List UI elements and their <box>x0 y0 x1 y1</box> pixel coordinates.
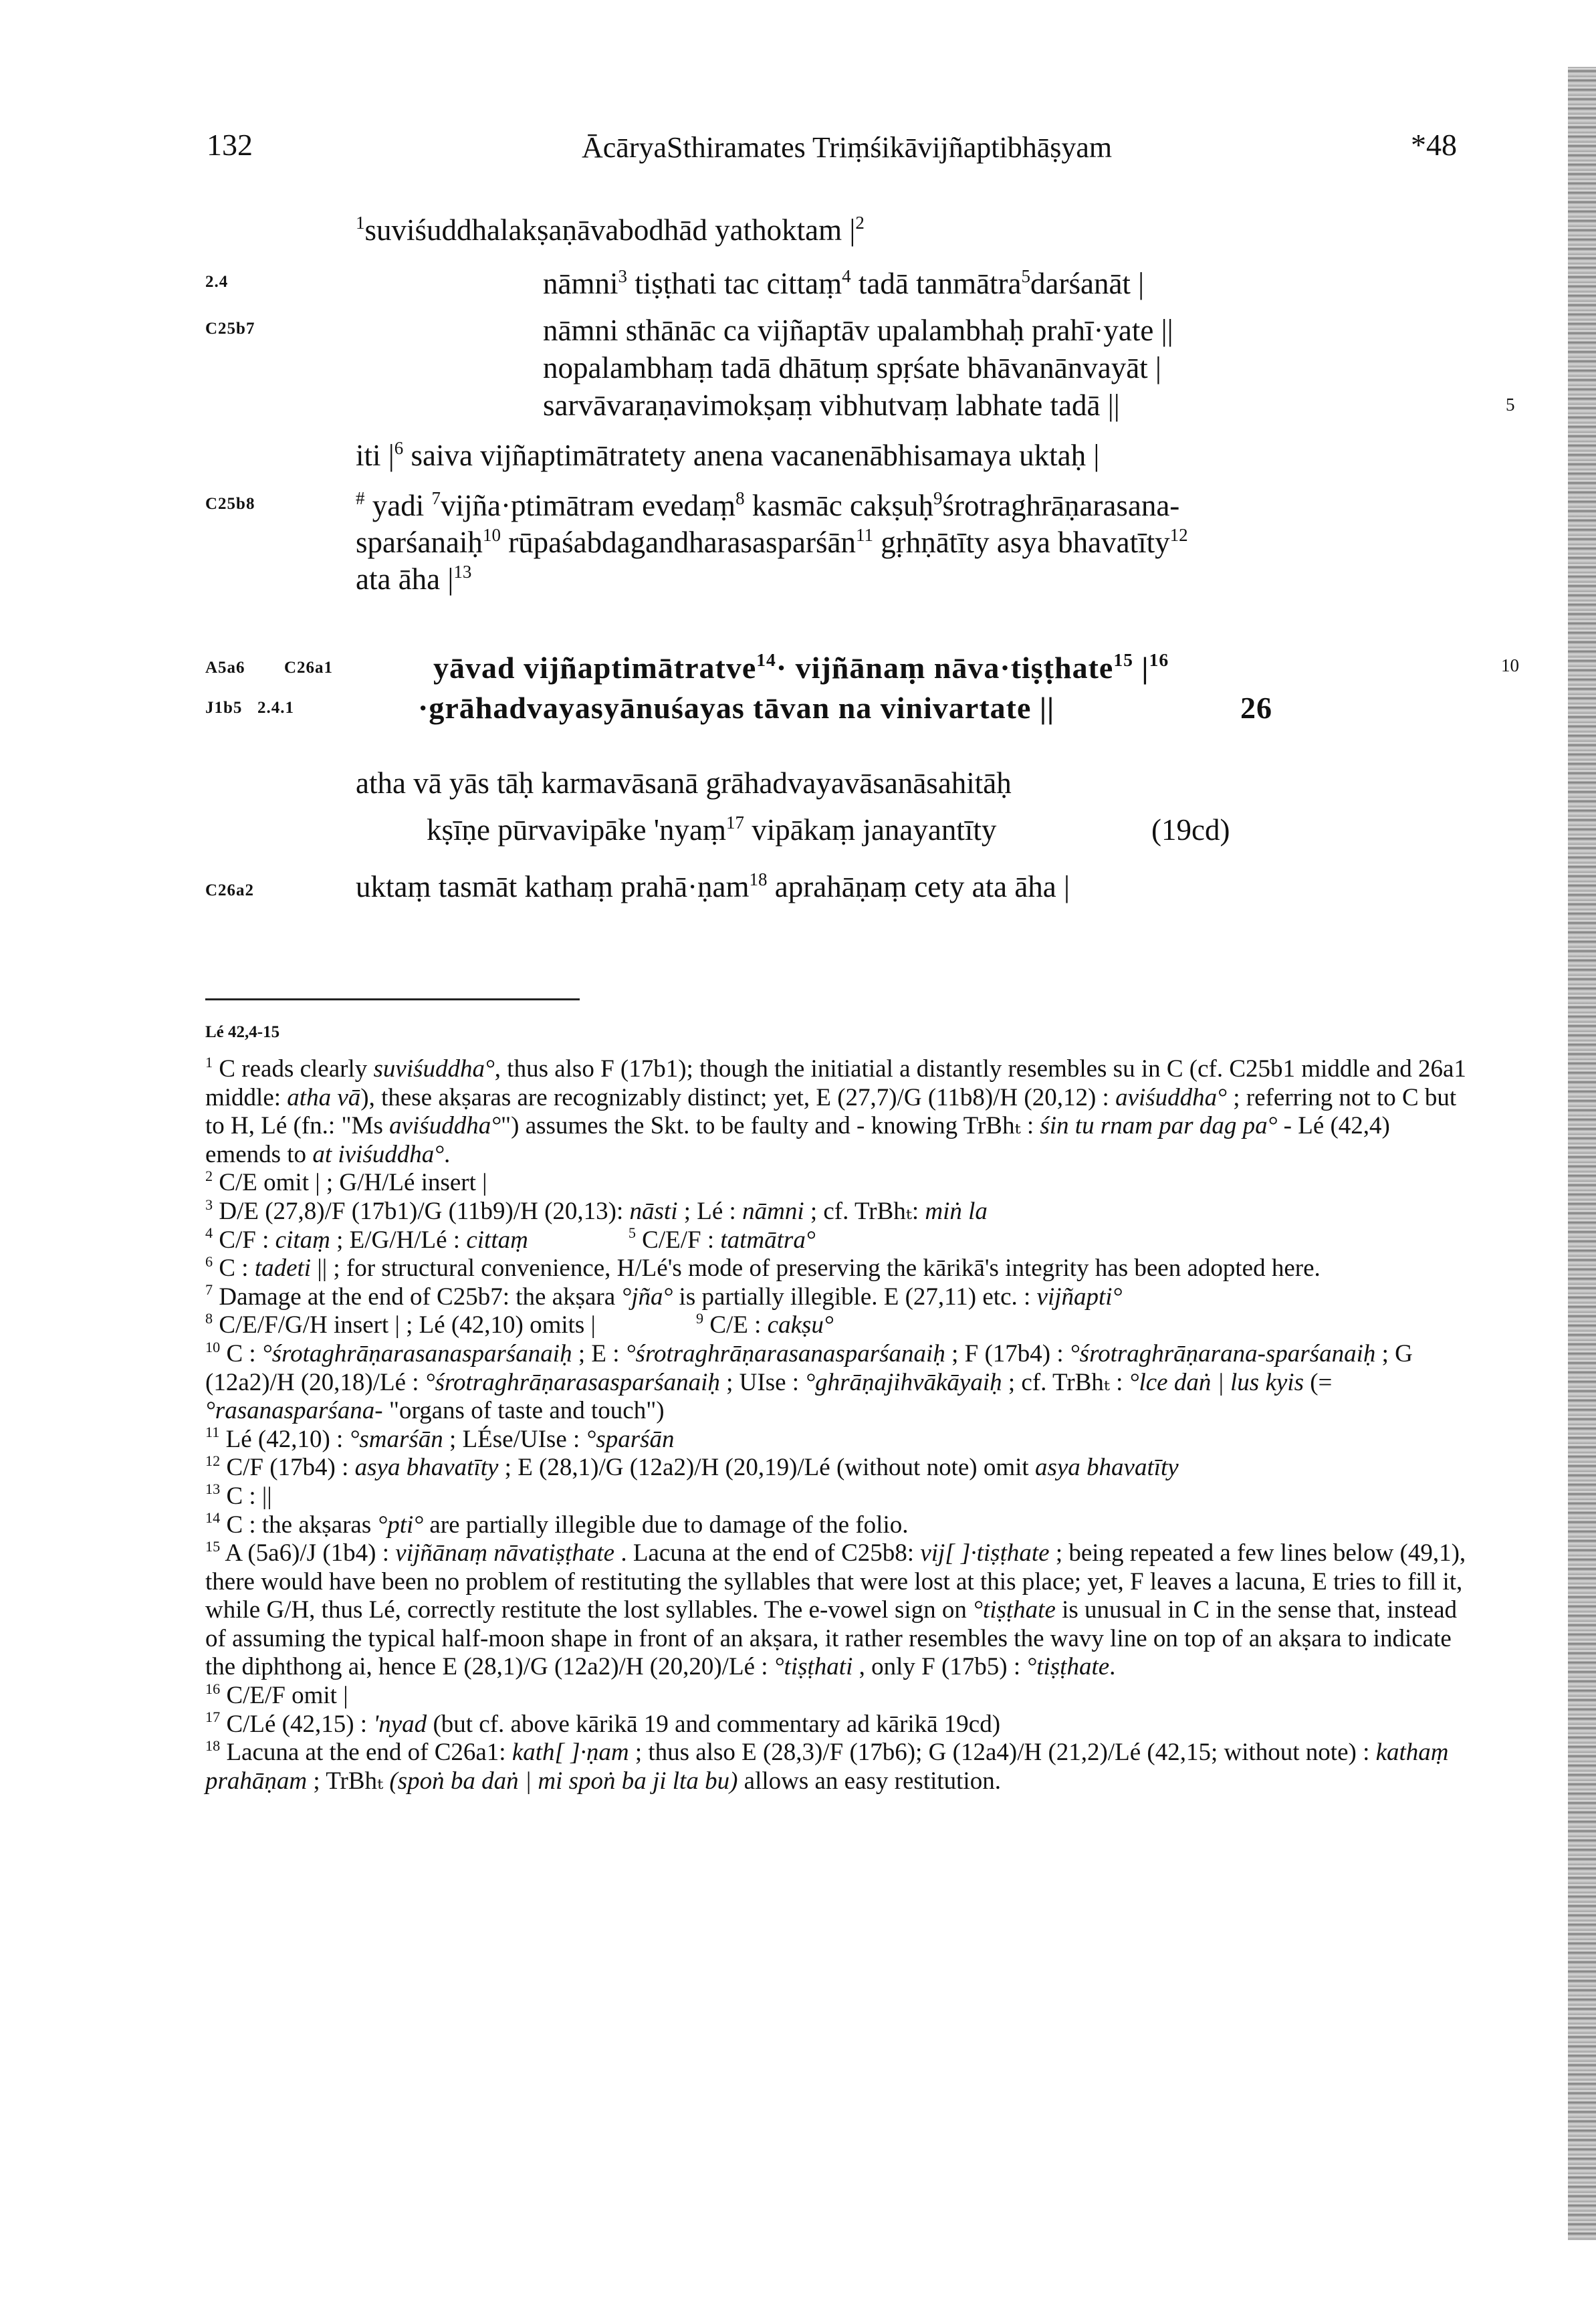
footnote-3: $^3$ D/E (27,8)/F (17b1)/G (11b9)/H (20,13): nāsti ; Lé : nāmni ; cf. TrBhₜ: miṅ la <box>205 1196 988 1225</box>
footnote-13: $^{13}$ C : || <box>205 1480 272 1510</box>
text-line-ksine: kṣīṇe pūrvavipāke 'nyaṃ$^{17}$ vipākaṃ janayantīty <box>427 812 997 847</box>
footnote-number: 2 <box>205 1167 213 1184</box>
karika-number: 26 <box>1240 691 1272 725</box>
scan-edge <box>1568 67 1596 2240</box>
margin-ref-c26a1: C26a1 <box>284 659 334 677</box>
footnote-number: 8 <box>205 1309 213 1327</box>
footnote-4: $^4$ C/F : citaṃ ; E/G/H/Lé : cittaṃ $^5$ C/E/F : tatmātra° <box>205 1224 816 1254</box>
footnote-10: $^{10}$ C : °śrotaghrāṇarasanasparśanaiḥ ; E : °śrotraghrāṇarasanasparśanaiḥ ; F (17b4) : °śrotraghrāṇarana-sparśanaiḥ ; G (12a2)/H (20,18)/Lé : °śrotraghrāṇarasasparśanaiḥ ; UIse : °ghrāṇajihvākāyaiḥ ; cf. TrBhₜ : °lce daṅ | lus kyis (= °rasanasparśana- "organs of taste and touch") <box>205 1338 1413 1425</box>
margin-ref-2-4-1: 2.4.1 <box>257 699 294 717</box>
footnote-7: $^7$ Damage at the end of C25b7: the akṣara °jña° is partially illegible. E (27,11) etc. : vijñapti° <box>205 1281 1123 1311</box>
line-number-5: 5 <box>1506 395 1515 415</box>
page-number: 132 <box>207 128 253 162</box>
verse-line-1: nāmni$^3$ tiṣṭhati tac cittaṃ$^4$ tadā tanmātra$^5$darśanāt | <box>543 265 1145 300</box>
footnote-15: $^{15}$ A (5a6)/J (1b4) : vijñānaṃ nāvatiṣṭhate . Lacuna at the end of C25b8: vij[ ]·tiṣṭhate ; being repeated a few lines below (49,1), there would have been no problem of restituting the syllables that were lost at this place; yet, F leaves a lacuna, E tries to fill it, while G/H, thus Lé, correctly restitute the lost syllables. The e-vowel sign on °tiṣṭhate is unusual in C in the sense that, instead of assuming the typical half-moon shape in front of an akṣara, it rather resembles the wavy line on top of an akṣara to indicate the diphthong ai, hence E (28,1)/G (12a2)/H (20,20)/Lé : °tiṣṭhati , only F (17b5) : °tiṣṭhate. <box>205 1537 1466 1681</box>
footnote-8: $^8$ C/E/F/G/H insert | ; Lé (42,10) omits | $^9$ C/E : cakṣu° <box>205 1309 834 1339</box>
footnote-number: 6 <box>205 1252 213 1270</box>
footnote-number: 16 <box>205 1680 221 1697</box>
text-line-yadi: # yadi $^7$vijña·ptimātram evedaṃ$^8$ kasmāc cakṣuḥ$^9$śrotraghrāṇarasana- <box>356 487 1180 522</box>
footnote-17: $^{17}$ C/Lé (42,15) : 'nyad (but cf. above kārikā 19 and commentary ad kārikā 19cd) <box>205 1709 1001 1738</box>
footnote-14: $^{14}$ C : the akṣaras °pti° are partially illegible due to damage of the folio. <box>205 1509 909 1539</box>
footnote-number: 4 <box>205 1224 213 1242</box>
footnote-number: 7 <box>205 1281 213 1299</box>
footnote-number: 15 <box>205 1537 221 1555</box>
text-line-uktam: uktaṃ tasmāt kathaṃ prahā·ṇam$^{18}$ aprahāṇaṃ cety ata āha | <box>356 869 1070 903</box>
footnote-11: $^{11}$ Lé (42,10) : °smarśān ; LÉse/UIse : °sparśān <box>205 1424 675 1453</box>
text-line-iti: iti $|^6$ saiva vijñaptimātratety anena vacanenābhisamaya uktaḥ | <box>356 437 1100 472</box>
karika-26-line-2: ·grāhadvayasyānuśayas tāvan na vinivartate || <box>418 691 1055 725</box>
footnotes <box>205 1055 1469 1795</box>
verse-line-2: nāmni sthānāc ca vijñaptāv upalambhaḥ prahī·yate || <box>543 314 1173 347</box>
footnote-16: $^{16}$ C/E/F omit | <box>205 1680 348 1710</box>
verse-line-3: nopalambhaṃ tadā dhātuṃ spṛśate bhāvanānvayāt | <box>543 351 1161 385</box>
margin-ref-j1b5: J1b5 <box>205 699 243 717</box>
footnote-rule <box>205 998 580 1000</box>
margin-ref-2-4: 2.4 <box>205 273 229 291</box>
text-line-sparsanaih: sparśanaiḥ$^{10}$ rūpaśabdagandharasasparśān$^{11}$ gṛhṇātīty asya bhavatīty$^{12}$ <box>356 524 1188 559</box>
margin-ref-c25b7: C25b7 <box>205 320 255 338</box>
footnote-number: 11 <box>205 1424 220 1441</box>
margin-ref-a5a6: A5a6 <box>205 659 245 677</box>
footnote-18: $^{18}$ Lacuna at the end of C26a1: kath[ ]·ṇam ; thus also E (28,3)/F (17b6); G (12a4)/H (21,2)/Lé (42,15; without note) : kathaṃ prahāṇam ; TrBhₜ (spoṅ ba daṅ | mi spoṅ ba ji lta bu) allows an easy restitution. <box>205 1737 1449 1795</box>
karika-26-line-1: yāvad vijñaptimātratve$^{14}$· vijñānaṃ nāva·tiṣṭhate$^{15}$ $|^{16}$ <box>433 649 1169 685</box>
footnote-number: 1 <box>205 1053 213 1071</box>
margin-ref-c26a2: C26a2 <box>205 881 255 899</box>
margin-ref-c25b8: C25b8 <box>205 495 255 513</box>
footnote-source: Lé 42,4-15 <box>205 1023 280 1041</box>
footnote-6: $^6$ C : tadeti || ; for structural convenience, H/Lé's mode of preserving the kārikā's integrity has been adopted here. <box>205 1252 1321 1283</box>
text-line-ata-aha: ata āha $|^{13}$ <box>356 561 472 596</box>
footnote-12: $^{12}$ C/F (17b4) : asya bhavatīty ; E (28,1)/G (12a2)/H (20,19)/Lé (without note) omit asya bhavatīty <box>205 1452 1179 1482</box>
karika-reference: (19cd) <box>1151 813 1230 847</box>
text-line-1: $^1$suviśuddhalakṣaṇāvabodhād yathoktam $|^2$ <box>356 212 865 247</box>
verse-line-4: sarvāvaraṇavimokṣaṃ vibhutvaṃ labhate tadā || <box>543 389 1120 422</box>
footnote-number: 12 <box>205 1452 221 1469</box>
page-reference: *48 <box>1411 128 1457 162</box>
footnote-number: 14 <box>205 1509 221 1527</box>
footnote-number: 17 <box>205 1709 221 1726</box>
text-line-atha-va: atha vā yās tāḥ karmavāsanā grāhadvayavāsanāsahitāḥ <box>356 766 1012 800</box>
footnote-1: $^1$ C reads clearly suviśuddha°, thus also F (17b1); though the initiatial a distantly resembles su in C (cf. C25b1 middle and 26a1 middle: atha vā), these akṣaras are recognizably distinct; yet, E (27,7)/G (11b8)/H (20,12) : aviśuddha° ; referring not to C but to H, Lé (fn.: "Ms aviśuddha°") assumes the Skt. to be faulty and - knowing TrBhₜ : śin tu rnam par dag pa° - Lé (42,4) emends to at iviśuddha°. <box>205 1053 1466 1168</box>
footnote-number: 10 <box>205 1338 221 1355</box>
footnote-number: 13 <box>205 1480 221 1498</box>
footnote-2: $^2$ C/E omit | ; G/H/Lé insert | <box>205 1167 487 1197</box>
running-title: ĀcāryaSthiramates Triṃśikāvijñaptibhāṣyam <box>582 131 1113 164</box>
line-number-10: 10 <box>1501 655 1519 675</box>
footnote-number: 3 <box>205 1196 213 1213</box>
footnote-number: 18 <box>205 1737 221 1754</box>
